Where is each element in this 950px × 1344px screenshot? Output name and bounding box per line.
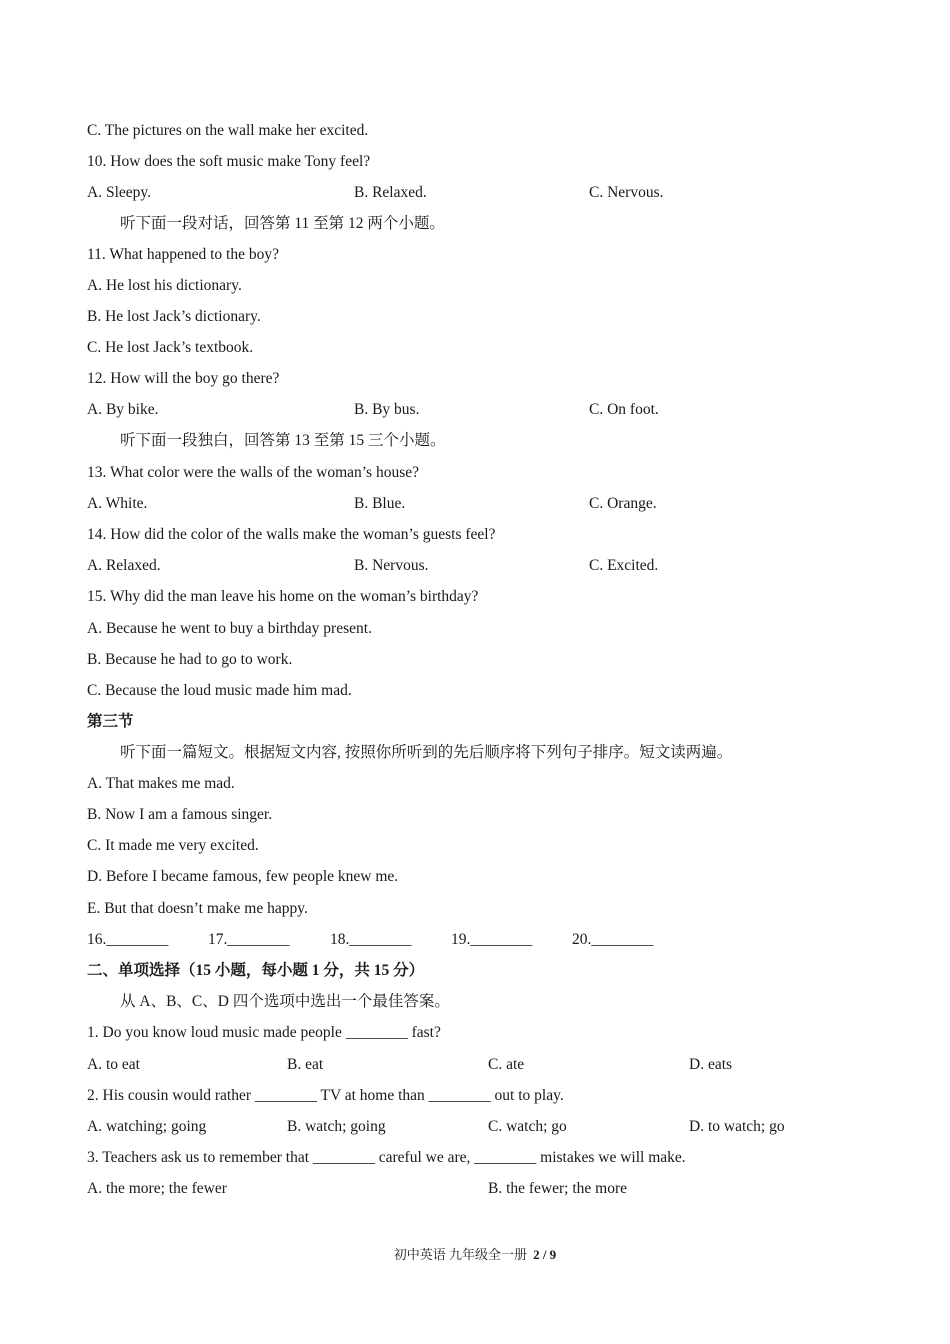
mc-question-1: 1. Do you know loud music made people ________ fast? [87,1024,441,1041]
option-b: B. watch; going [287,1118,386,1135]
option-c: C. Orange. [589,495,657,512]
blank-20: 20.________ [572,931,654,948]
question-13-options [87,494,867,514]
mc-question-2-options [87,1117,867,1137]
option-c: C. ate [488,1056,525,1073]
part-2-heading: 二、单项选择（15 小题，每小题 1 分，共 15 分） [87,962,425,979]
instruction-13-15: 听下面一段独白，回答第 13 至第 15 三个小题。 [120,432,446,449]
option-a: A. Relaxed. [87,557,161,574]
question-15: 15. Why did the man leave his home on the woman’s birthday? [87,588,479,605]
sentence-c: C. It made me very excited. [87,837,259,854]
mc-question-3-options [87,1179,867,1199]
option-b: B. eat [287,1056,324,1073]
section-3-heading: 第三节 [87,713,134,730]
question-11: 11. What happened to the boy? [87,246,279,263]
mc-question-1-options [87,1055,867,1075]
part-2-instruction: 从 A、B、C、D 四个选项中选出一个最佳答案。 [120,993,450,1010]
page-footer [0,1246,950,1264]
question-15-option-c: C. Because the loud music made him mad. [87,682,352,699]
option-b: B. Relaxed. [354,184,427,201]
option-a: A. By bike. [87,401,159,418]
option-b: B. Blue. [354,495,406,512]
instruction-11-12: 听下面一段对话，回答第 11 至第 12 两个小题。 [120,215,445,232]
blank-17: 17.________ [208,931,290,948]
question-11-option-c: C. He lost Jack’s textbook. [87,339,254,356]
option-a: A. the more; the fewer [87,1180,227,1197]
option-b: B. Nervous. [354,557,429,574]
blank-19: 19.________ [451,931,533,948]
q9-option-c: C. The pictures on the wall make her excited. [87,122,369,139]
option-a: A. to eat [87,1056,140,1073]
sentence-e: E. But that doesn’t make me happy. [87,900,308,917]
question-13: 13. What color were the walls of the woman’s house? [87,464,420,481]
question-10: 10. How does the soft music make Tony feel? [87,153,371,170]
question-14-options [87,556,867,576]
question-11-option-a: A. He lost his dictionary. [87,277,242,294]
option-d: D. to watch; go [689,1118,785,1135]
question-10-options [87,183,867,203]
answer-blanks [87,930,867,950]
option-d: D. eats [689,1056,733,1073]
section-3-instruction: 听下面一篇短文。根据短文内容, 按照你所听到的先后顺序将下列句子排序。短文读两遍。 [120,744,733,761]
option-c: C. watch; go [488,1118,567,1135]
option-c: C. Excited. [589,557,659,574]
option-a: A. White. [87,495,148,512]
question-12-options [87,400,867,420]
blank-18: 18.________ [330,931,412,948]
question-12: 12. How will the boy go there? [87,370,280,387]
option-a: A. watching; going [87,1118,207,1135]
page-number: 2 / 9 [533,1247,557,1262]
option-c: C. On foot. [589,401,659,418]
sentence-d: D. Before I became famous, few people knew me. [87,868,399,885]
sentence-b: B. Now I am a famous singer. [87,806,273,823]
option-c: C. Nervous. [589,184,664,201]
mc-question-3: 3. Teachers ask us to remember that ________ careful we are, ________ mistakes we will make. [87,1149,686,1166]
blank-16: 16.________ [87,931,169,948]
sentence-a: A. That makes me mad. [87,775,235,792]
mc-question-2: 2. His cousin would rather ________ TV at home than ________ out to play. [87,1087,564,1104]
option-b: B. the fewer; the more [488,1180,628,1197]
question-15-option-b: B. Because he had to go to work. [87,651,293,668]
option-b: B. By bus. [354,401,420,418]
option-a: A. Sleepy. [87,184,151,201]
question-14: 14. How did the color of the walls make the woman’s guests feel? [87,526,496,543]
question-15-option-a: A. Because he went to buy a birthday present. [87,620,372,637]
question-11-option-b: B. He lost Jack’s dictionary. [87,308,261,325]
footer-title: 初中英语 九年级全一册 [393,1247,528,1262]
